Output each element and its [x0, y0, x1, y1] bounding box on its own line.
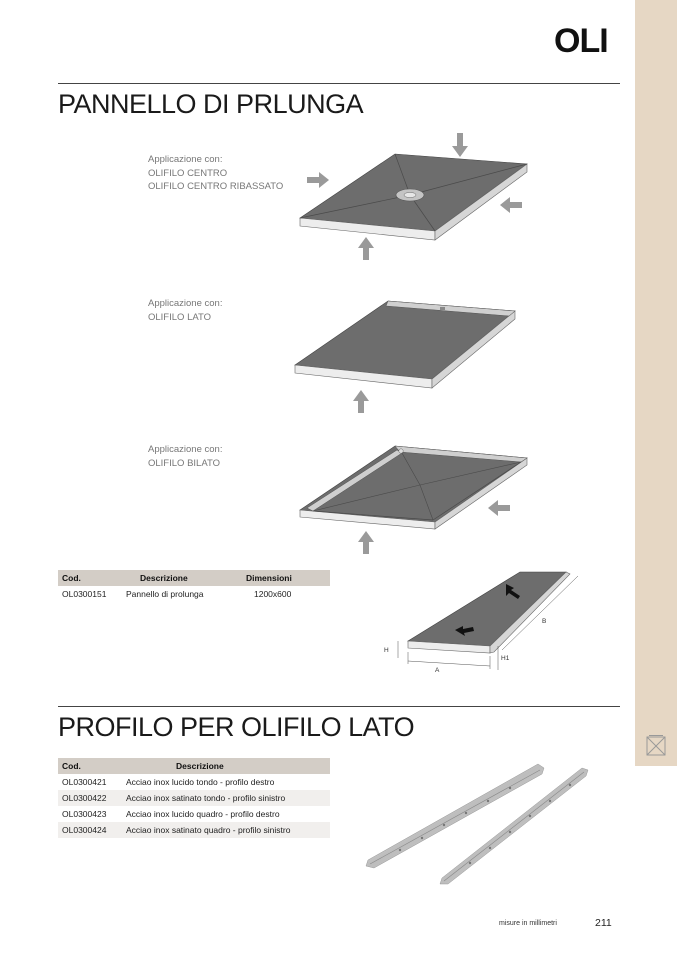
table-cell: OL0300151	[62, 589, 107, 599]
table-cell: OL0300423	[62, 809, 107, 819]
table-header: Cod.	[58, 758, 122, 774]
application-line: OLIFILO CENTRO RIBASSATO	[148, 181, 284, 192]
application-label-1	[148, 153, 283, 194]
section-rule	[58, 83, 620, 84]
table-cell: OL0300424	[58, 822, 122, 838]
arrow-left-icon	[500, 197, 522, 213]
side-tab	[635, 0, 677, 766]
dim-label-a: A	[435, 667, 440, 674]
arrow-down-icon	[452, 133, 468, 157]
table-cell: Acciao inox satinato tondo - profilo sinistro	[122, 790, 330, 806]
arrow-up-icon	[353, 390, 369, 413]
table-row	[58, 774, 330, 790]
dim-label-b: B	[542, 618, 547, 625]
section-title-profilo: PROFILO PER OLIFILO LATO	[58, 712, 415, 742]
dimension-diagram	[380, 568, 590, 678]
spec-table-profilo	[58, 758, 330, 838]
application-label-2	[148, 297, 222, 324]
panel-lato-diagram	[290, 295, 530, 415]
table-header-row	[58, 758, 330, 774]
table-cell: 1200x600	[254, 589, 292, 599]
table-header-row	[58, 570, 330, 586]
table-cell: OL0300421	[62, 777, 107, 787]
table-header: Cod.	[58, 570, 122, 586]
table-header: Descrizione	[122, 758, 330, 774]
table-row	[58, 790, 330, 806]
table-row	[58, 806, 330, 822]
application-heading: Applicazione con:	[148, 298, 223, 309]
table-cell: Acciao inox lucido quadro - profilo destro	[126, 809, 280, 819]
panel-bilato-diagram	[295, 440, 535, 556]
application-heading: Applicazione con:	[148, 444, 223, 455]
page-number: 211	[595, 917, 612, 929]
arrow-up-icon	[358, 237, 374, 260]
application-line: OLIFILO LATO	[148, 311, 212, 323]
table-header: Dimensioni	[242, 570, 330, 586]
application-label-3	[148, 443, 222, 470]
application-heading: Applicazione con:	[148, 154, 223, 165]
section-title-pannello: PANNELLO DI PRLUNGA	[58, 89, 364, 119]
table-cell: Acciao inox lucido tondo - profilo destro	[126, 777, 275, 787]
dim-label-h: H	[384, 647, 389, 654]
box-icon	[646, 734, 666, 756]
table-header: Descrizione	[122, 570, 242, 586]
arrow-up-icon	[358, 531, 374, 554]
spec-table-pannello	[58, 570, 330, 602]
panel-centro-diagram	[295, 130, 535, 260]
table-cell: Pannello di prolunga	[126, 589, 204, 599]
dim-label-h1: H1	[501, 655, 510, 662]
table-cell: Acciao inox satinato quadro - profilo sinistro	[122, 822, 330, 838]
footer-note: misure in millimetri	[499, 920, 557, 927]
profile-strips-image	[360, 760, 600, 890]
arrow-right-icon	[307, 172, 329, 188]
section-rule	[58, 706, 620, 707]
table-row	[58, 586, 330, 602]
table-cell: OL0300422	[58, 790, 122, 806]
brand-logo: OLI	[554, 22, 608, 60]
table-row	[58, 822, 330, 838]
application-line: OLIFILO CENTRO	[148, 167, 228, 179]
arrow-left-icon	[488, 500, 510, 516]
application-line: OLIFILO BILATO	[148, 457, 220, 469]
